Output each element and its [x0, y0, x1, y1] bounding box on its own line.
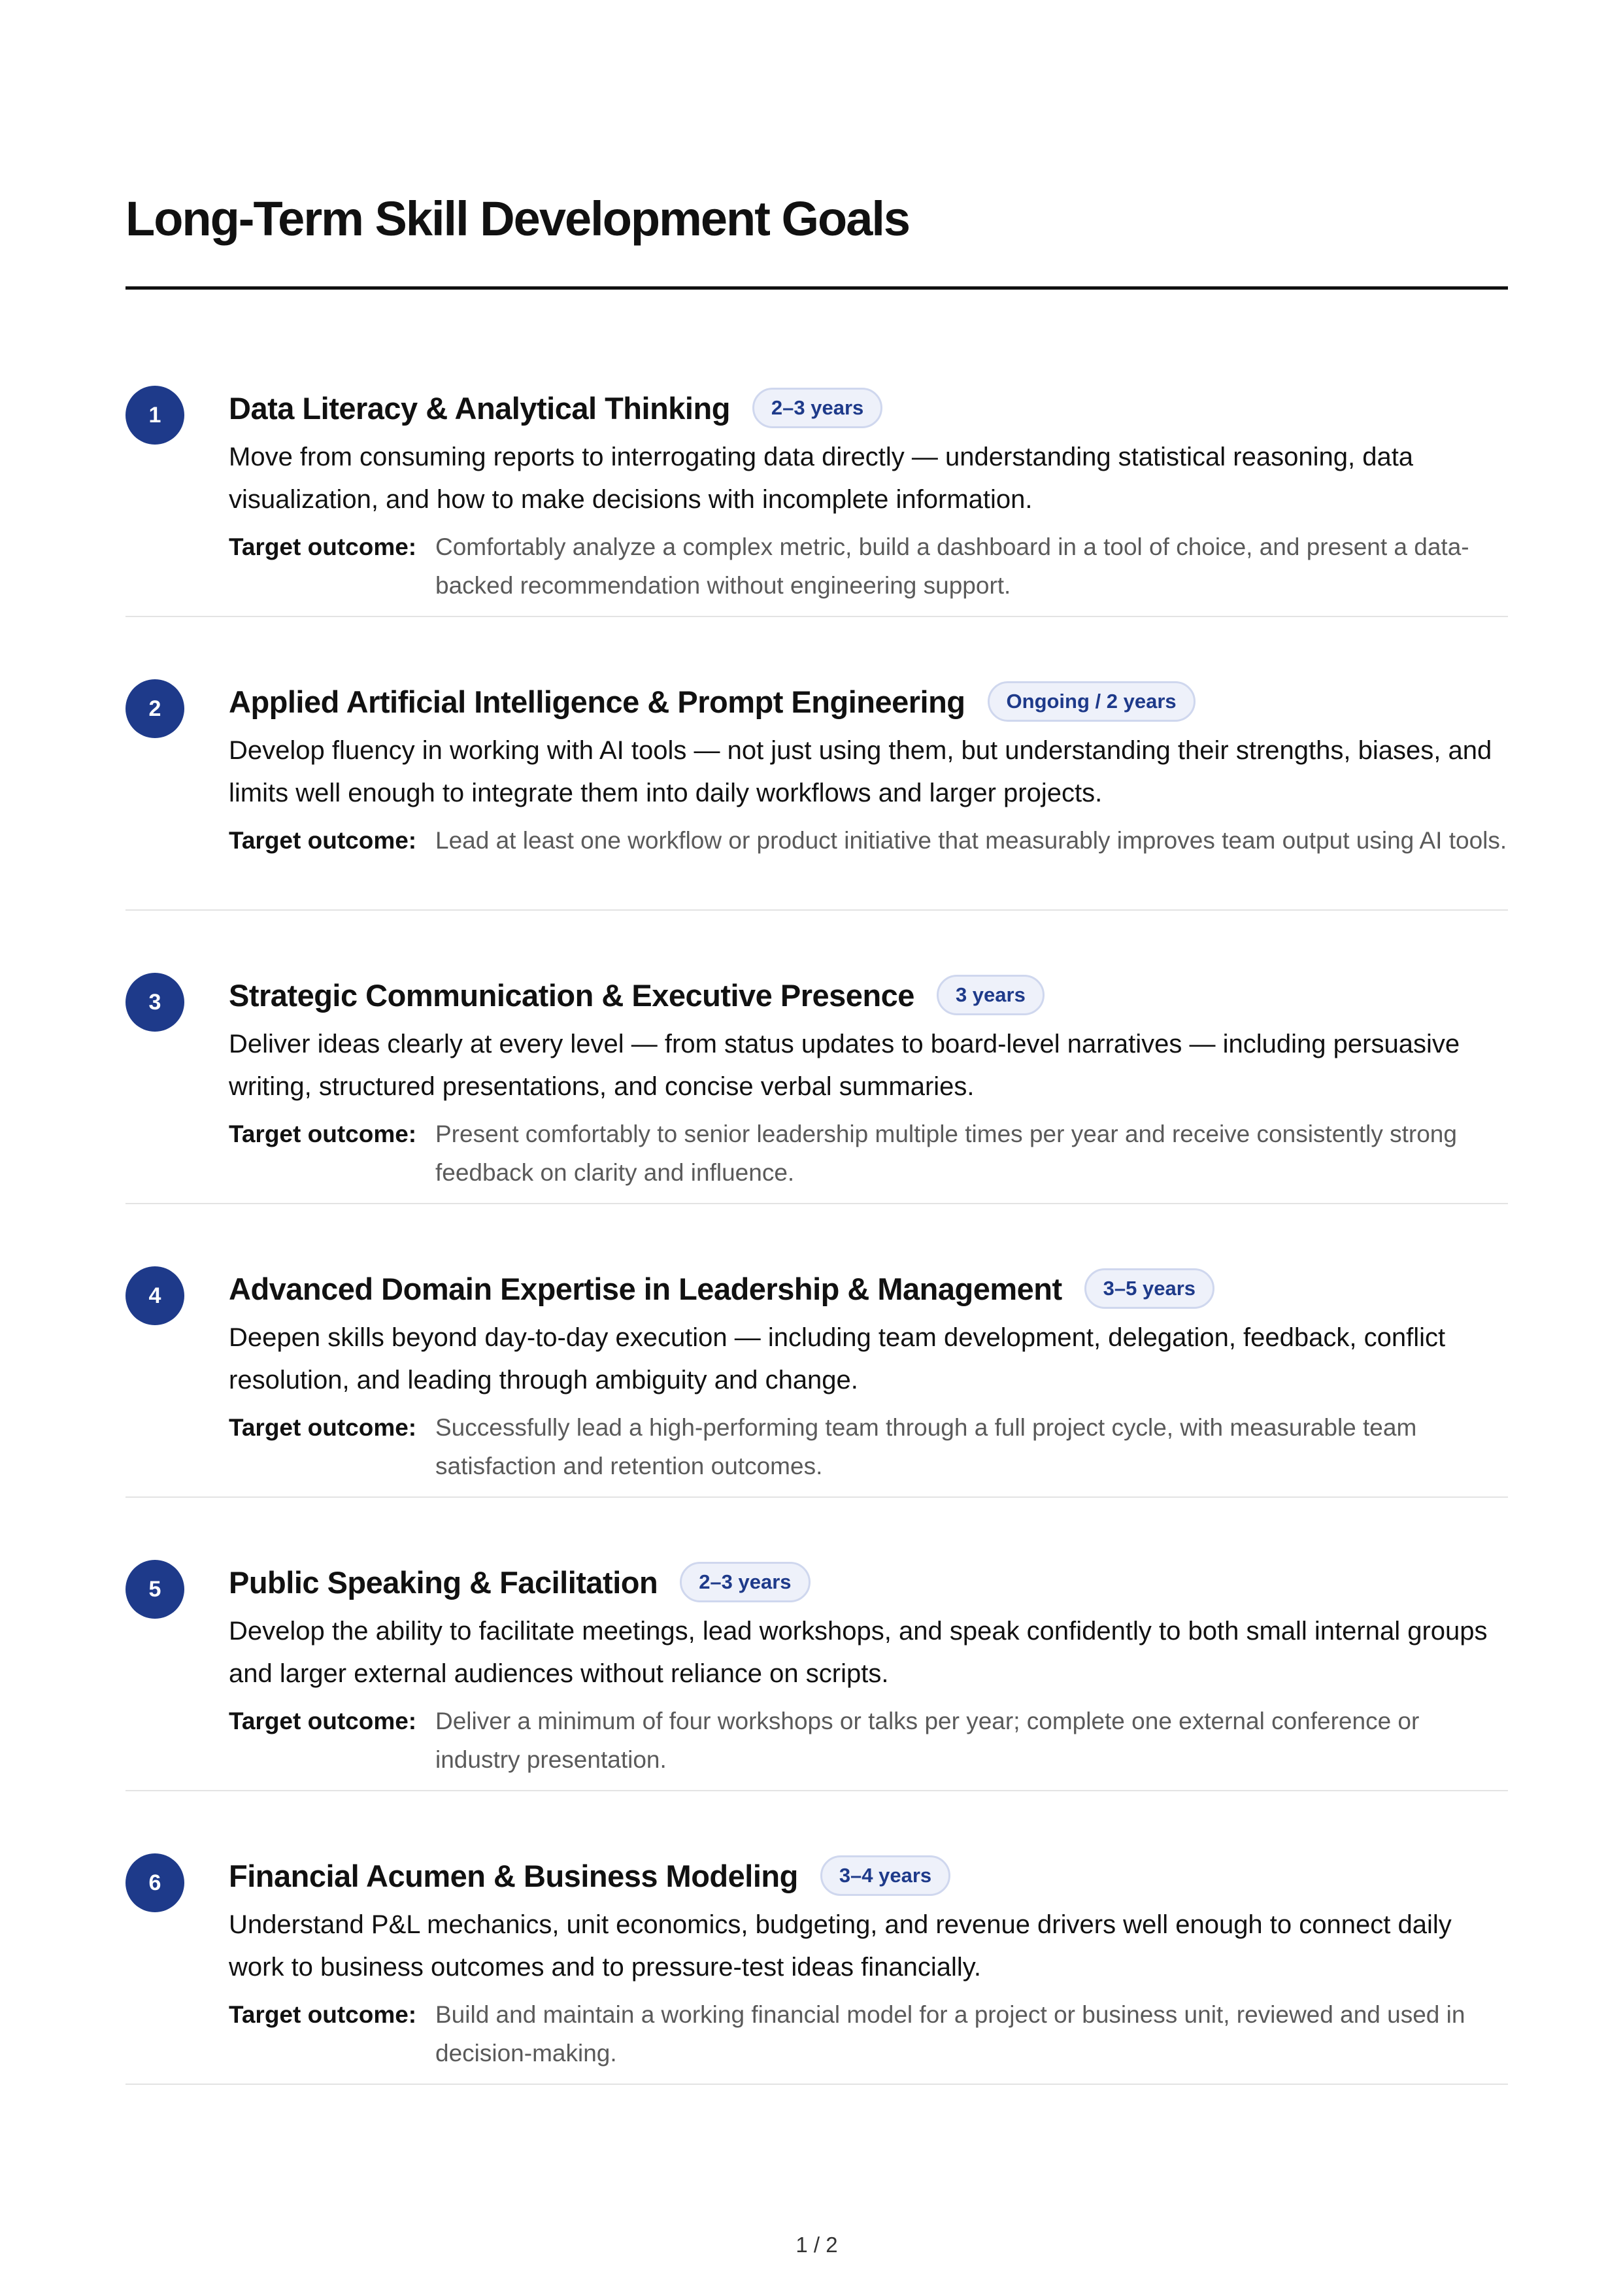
goal-title: Applied Artificial Intelligence & Prompt Engineering [229, 684, 965, 719]
duration-badge: 3 years [937, 975, 1045, 1015]
duration-badge: 3–4 years [820, 1855, 950, 1896]
goal-description: Move from consuming reports to interrogating data directly — understanding statistical reasoning, data visualization, and how to make decisions with incomplete information. [229, 443, 1414, 514]
goal-description: Develop fluency in working with AI tools — not just using them, but understanding their strengths, biases, and limits well enough to integrate them into daily workflows and larger projects. [229, 736, 1492, 807]
goal-title: Data Literacy & Analytical Thinking [229, 390, 730, 426]
goal-outcome [229, 1115, 1508, 1192]
goal-description: Deliver ideas clearly at every level — from status updates to board-level narratives — including persuasive writing, structured presentations, and concise verbal summaries. [229, 1030, 1460, 1101]
goal-number-badge: 3 [125, 973, 184, 1032]
page-number: 1 / 2 [795, 2233, 838, 2257]
goal-body [229, 384, 1508, 605]
goal-number-badge: 2 [125, 679, 184, 738]
duration-badge: Ongoing / 2 years [988, 681, 1196, 722]
goal-title: Strategic Communication & Executive Presence [229, 977, 914, 1013]
outcome-text: Successfully lead a high-performing team through a full project cycle, with measurable team satisfaction and retention outcomes. [435, 1414, 1417, 1479]
outcome-label: Target outcome: [229, 2001, 417, 2028]
outcome-label: Target outcome: [229, 1414, 417, 1441]
goal-outcome [229, 1702, 1508, 1779]
goal-item [125, 1498, 1508, 1791]
page-title: Long-Term Skill Development Goals [125, 192, 910, 246]
goal-header [229, 971, 1508, 1019]
goal-title: Public Speaking & Facilitation [229, 1564, 658, 1600]
goal-body [229, 971, 1508, 1192]
outcome-label: Target outcome: [229, 533, 417, 560]
outcome-text: Lead at least one workflow or product initiative that measurably improves team output using AI tools. [435, 827, 1507, 854]
goal-header [229, 1264, 1508, 1313]
goal-body [229, 1851, 1508, 2072]
outcome-text: Deliver a minimum of four workshops or talks per year; complete one external conference or industry presentation. [435, 1708, 1420, 1773]
goal-header [229, 677, 1508, 726]
duration-badge: 2–3 years [680, 1562, 810, 1602]
outcome-label: Target outcome: [229, 1708, 417, 1734]
goal-item [125, 617, 1508, 911]
duration-badge: 3–5 years [1084, 1268, 1214, 1309]
goal-body [229, 1558, 1508, 1779]
outcome-text: Comfortably analyze a complex metric, build a dashboard in a tool of choice, and present a data-backed recommendation without engineering support. [435, 533, 1469, 599]
goal-outcome [229, 821, 1508, 860]
goal-item [125, 324, 1508, 617]
goal-description: Understand P&L mechanics, unit economics, budgeting, and revenue drivers well enough to connect daily work to business outcomes and to pressure-test ideas financially. [229, 1910, 1452, 1982]
goal-outcome [229, 1995, 1508, 2072]
goal-header [229, 1558, 1508, 1606]
goal-body [229, 677, 1508, 860]
goal-description: Deepen skills beyond day-to-day execution — including team development, delegation, feedback, conflict resolution, and leading through ambiguity and change. [229, 1323, 1446, 1394]
goal-body [229, 1264, 1508, 1485]
document-page [125, 0, 1508, 2296]
goal-description: Develop the ability to facilitate meetings, lead workshops, and speak confidently to both small internal groups and larger external audiences without reliance on scripts. [229, 1617, 1488, 1688]
goal-number-badge: 6 [125, 1853, 184, 1912]
goal-header [229, 384, 1508, 432]
goals-list [125, 324, 1508, 2085]
outcome-text: Present comfortably to senior leadership multiple times per year and receive consistently strong feedback on clarity and influence. [435, 1121, 1457, 1186]
goal-number-badge: 1 [125, 386, 184, 445]
goal-number-badge: 4 [125, 1266, 184, 1325]
outcome-label: Target outcome: [229, 1121, 417, 1147]
goal-number-badge: 5 [125, 1560, 184, 1619]
goal-outcome [229, 1408, 1508, 1485]
goal-item [125, 911, 1508, 1204]
title-divider [125, 286, 1508, 290]
duration-badge: 2–3 years [752, 388, 882, 428]
goal-item [125, 1791, 1508, 2085]
goal-header [229, 1851, 1508, 1900]
outcome-text: Build and maintain a working financial model for a project or business unit, reviewed and used in decision-making. [435, 2001, 1465, 2067]
outcome-label: Target outcome: [229, 827, 417, 854]
goal-title: Financial Acumen & Business Modeling [229, 1858, 798, 1893]
goal-outcome [229, 528, 1508, 605]
goal-title: Advanced Domain Expertise in Leadership & Management [229, 1271, 1062, 1306]
goal-item [125, 1204, 1508, 1498]
